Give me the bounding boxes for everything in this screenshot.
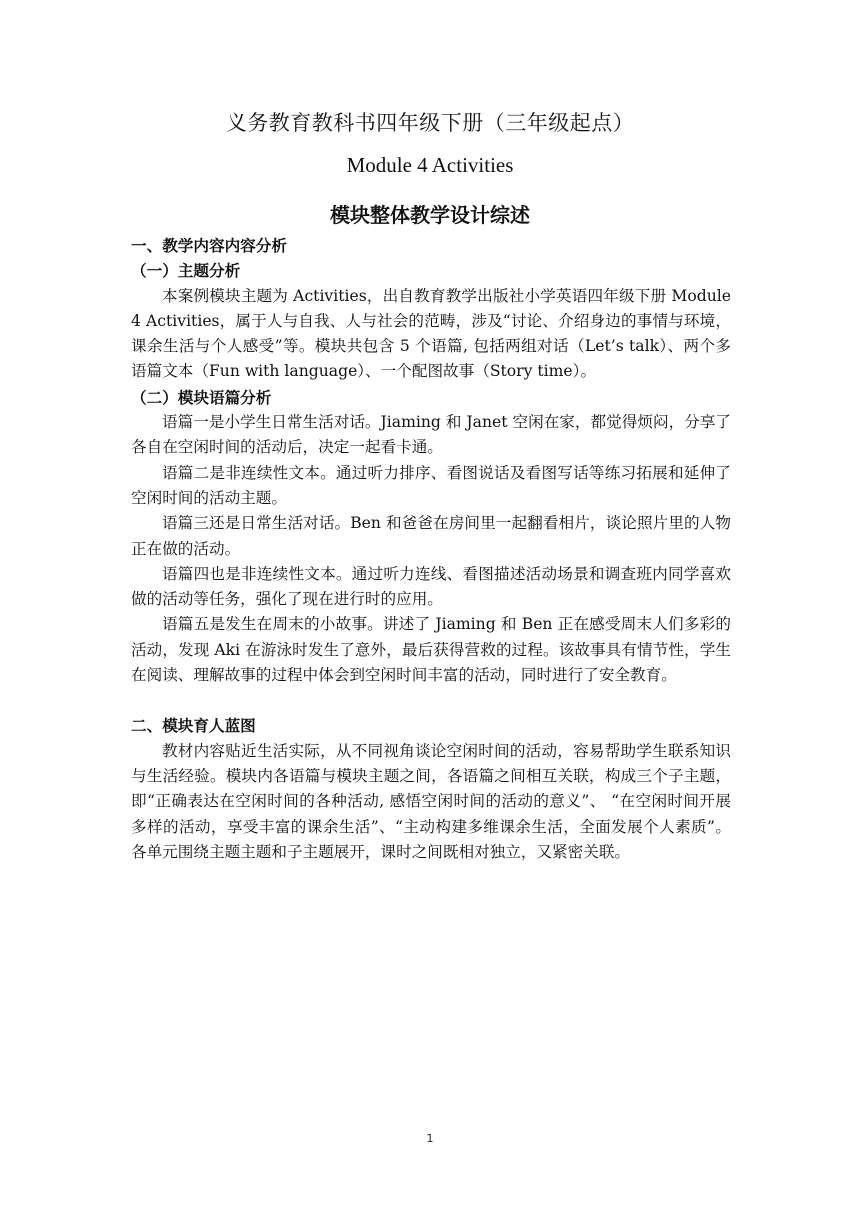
text-analysis-paragraph-3: 语篇三还是日常生活对话。Ben 和爸爸在房间里一起翻看相片，谈论照片里的人物正在做的活动。	[131, 514, 731, 558]
blueprint-paragraph: 教材内容贴近生活实际，从不同视角谈论空闲时间的活动，容易帮助学生联系知识与生活经验。模块内各语篇与模块主题之间，各语篇之间相互关联，构成三个子主题，即“正确表达在空闲时间的各种活动, 感悟空闲时间的活动的意义”、 “在空闲时间开展多样的活动，享受丰富的课余生活”、“主动构建多维课余生活，全面发展个人素质”。各单元围绕主题主题和子主题展开，课时之间既相对独立，又紧密关联。	[131, 741, 731, 861]
document-body	[131, 233, 731, 865]
text-analysis-paragraph-4: 语篇四也是非连续性文本。通过听力连线、看图描述活动场景和调查班内同学喜欢做的活动等任务，强化了现在进行时的应用。	[131, 564, 731, 609]
section1-heading: 一、教学内容内容分析	[131, 236, 287, 255]
text-analysis-paragraph-5: 语篇五是发生在周末的小故事。讲述了 Jiaming 和 Ben 正在感受周末人们多彩的活动，发现 Aki 在游泳时发生了意外，最后获得营救的过程。该故事具有情节性，学生在阅读、理解故事的过程中体会到空闲时间丰富的活动，同时进行了安全教育。	[131, 615, 731, 685]
text-analysis-paragraph-2: 语篇二是非连续性文本。通过听力排序、看图说话及看图写话等练习拓展和延伸了空闲时间的活动主题。	[131, 463, 731, 507]
section-main-heading: 模块整体教学设计综述	[330, 203, 530, 227]
section2-heading: 二、模块育人蓝图	[131, 716, 256, 736]
subsection1-heading: （一）主题分析	[131, 261, 241, 281]
document-title: 义务教育教科书四年级下册（三年级起点）	[225, 111, 635, 135]
module-title: Module 4 Activities	[346, 153, 514, 177]
subsection2-heading: （二）模块语篇分析	[131, 387, 272, 407]
page-number: 1	[426, 1132, 434, 1145]
theme-analysis-paragraph: 本案例模块主题为 Activities，出自教育教学出版社小学英语四年级下册 Module 4 Activities，属于人与自我、人与社会的范畴，涉及“讨论、介绍身边的事情与环境，课余生活与个人感受”等。模块共包含 5 个语篇, 包括两组对话（Let’s talk）、两个多语篇文本（Fun with language）、一个配图故事（Story time）。	[131, 286, 731, 381]
section-spacer	[131, 688, 731, 713]
text-analysis-paragraph-1: 语篇一是小学生日常生活对话。Jiaming 和 Janet 空闲在家，都觉得烦闷，分享了各自在空闲时间的活动后，决定一起看卡通。	[131, 413, 731, 457]
